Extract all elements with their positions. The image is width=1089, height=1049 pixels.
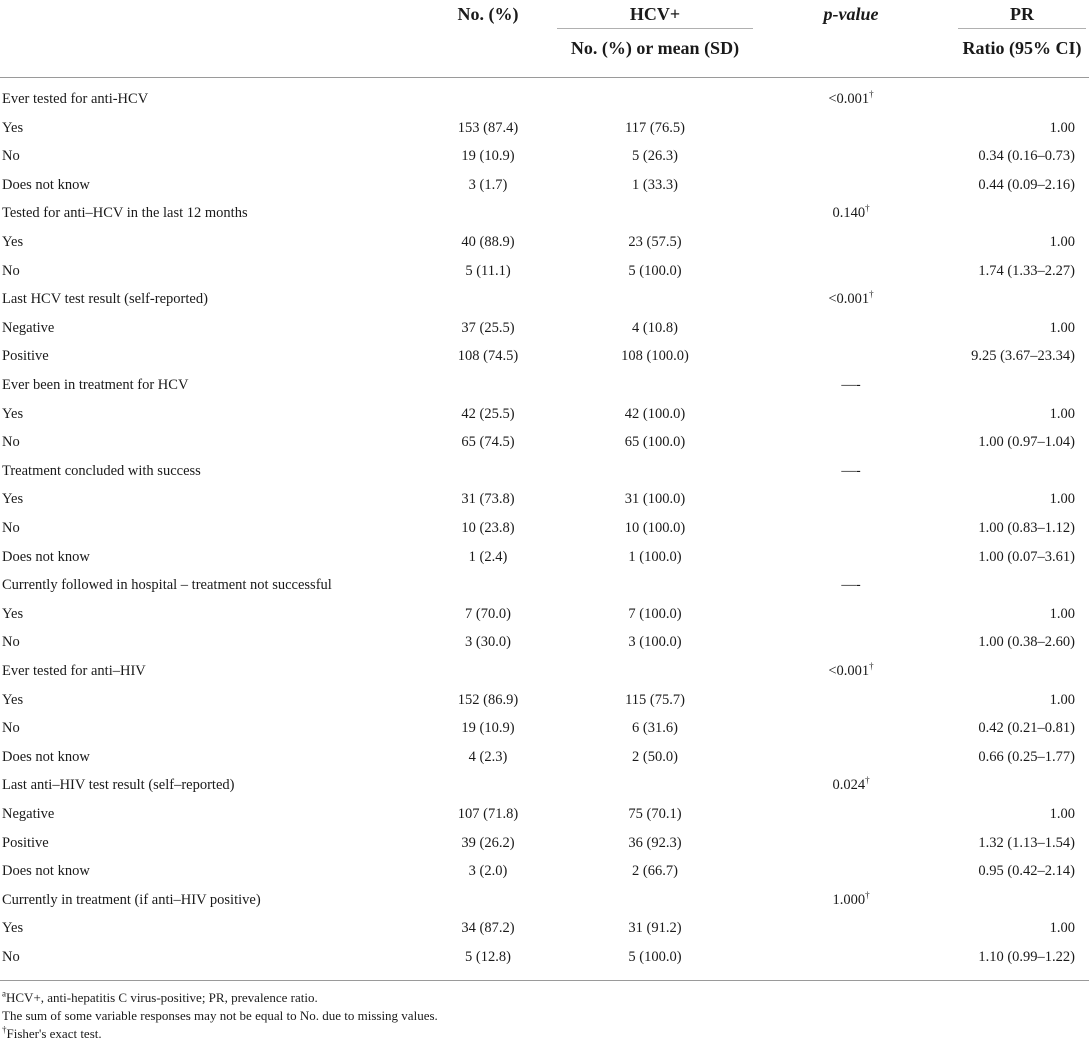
row-no-pct: 1 (2.4)	[468, 548, 508, 565]
row-prevalence-ratio: 1.00	[1049, 920, 1075, 937]
row-label: Yes	[2, 605, 24, 622]
fisher-test-marker: †	[865, 889, 870, 900]
row-no-pct: 37 (25.5)	[461, 319, 515, 336]
row-hcv-value: 5 (100.0)	[628, 262, 682, 279]
row-prevalence-ratio: 0.42 (0.21–0.81)	[978, 720, 1075, 737]
row-no-pct: 107 (71.8)	[457, 806, 519, 822]
table-row	[0, 804, 1089, 832]
table-row	[0, 318, 1089, 346]
table-row	[0, 947, 1089, 975]
row-label: Yes	[2, 119, 24, 136]
row-hcv-value: 4 (10.8)	[632, 319, 678, 336]
row-prevalence-ratio: 1.00	[1049, 806, 1075, 822]
row-no-pct: 5 (11.1)	[465, 262, 511, 279]
row-prevalence-ratio: 1.10 (0.99–1.22)	[978, 949, 1075, 965]
footnote-marker: a	[2, 988, 6, 999]
row-label: Ever tested for anti-HCV	[2, 91, 149, 107]
row-hcv-value: 5 (26.3)	[632, 148, 678, 165]
row-no-pct: 39 (26.2)	[461, 834, 515, 851]
footnote	[2, 990, 318, 1006]
row-prevalence-ratio: 1.00	[1049, 405, 1075, 422]
row-label: No	[2, 949, 20, 965]
row-label: No	[2, 520, 20, 536]
row-p-value: 1.000†	[832, 889, 870, 908]
footnote-text: HCV+, anti-hepatitis C virus-positive; PR, prevalence ratio.	[6, 990, 318, 1005]
row-label: Positive	[2, 348, 49, 365]
table-row	[0, 289, 1089, 317]
table-row	[0, 575, 1089, 603]
row-no-pct: 3 (1.7)	[468, 176, 508, 193]
row-prevalence-ratio: 0.66 (0.25–1.77)	[978, 748, 1075, 765]
header-pr-subtitle: Ratio (95% CI)	[962, 38, 1082, 58]
header-no-pct: No. (%)	[457, 4, 519, 24]
row-hcv-value: 2 (66.7)	[632, 863, 678, 880]
row-label: No	[2, 262, 20, 279]
table-row	[0, 232, 1089, 260]
fisher-test-marker: †	[865, 775, 870, 786]
row-p-value: <0.001†	[828, 661, 874, 679]
row-prevalence-ratio: 1.00	[1049, 605, 1075, 622]
row-label: Ever tested for anti–HIV	[2, 663, 146, 679]
row-prevalence-ratio: 1.00 (0.83–1.12)	[978, 520, 1075, 536]
row-hcv-value: 42 (100.0)	[624, 405, 686, 422]
table-row	[0, 833, 1089, 861]
row-no-pct: 40 (88.9)	[461, 234, 515, 250]
row-no-pct: 3 (30.0)	[465, 634, 511, 651]
row-label: No	[2, 434, 20, 451]
table-row	[0, 89, 1089, 117]
row-label: Currently followed in hospital – treatment not successful	[2, 577, 332, 594]
footnote-marker: †	[2, 1024, 7, 1035]
footnote-text: Fisher's exact test.	[6, 1026, 102, 1041]
row-label: Currently in treatment (if anti–HIV positive)	[2, 891, 261, 908]
row-hcv-value: 5 (100.0)	[628, 949, 682, 965]
row-label: Positive	[2, 834, 49, 851]
row-no-pct: 42 (25.5)	[461, 405, 515, 422]
header-hcv-positive: HCV+	[629, 4, 681, 24]
table-row	[0, 632, 1089, 660]
row-prevalence-ratio: 1.00	[1049, 319, 1075, 336]
row-prevalence-ratio: 1.00 (0.07–3.61)	[978, 548, 1075, 565]
row-label: Yes	[2, 491, 24, 508]
row-p-value: 0.140†	[832, 203, 870, 222]
row-label: Last HCV test result (self-reported)	[2, 291, 208, 308]
table-row	[0, 518, 1089, 546]
table-row	[0, 861, 1089, 889]
row-hcv-value: 2 (50.0)	[632, 748, 678, 765]
row-prevalence-ratio: 1.32 (1.13–1.54)	[978, 834, 1075, 851]
row-no-pct: 5 (12.8)	[465, 949, 511, 965]
fisher-test-marker: †	[869, 661, 874, 672]
row-label: No	[2, 720, 20, 737]
row-no-pct: 65 (74.5)	[461, 434, 515, 451]
row-hcv-value: 75 (70.1)	[628, 806, 682, 822]
row-hcv-value: 7 (100.0)	[628, 605, 682, 622]
row-hcv-value: 1 (100.0)	[628, 548, 682, 565]
table-row	[0, 775, 1089, 803]
table-row	[0, 404, 1089, 432]
row-p-value: <0.001†	[828, 89, 874, 107]
row-prevalence-ratio: 9.25 (3.67–23.34)	[971, 348, 1075, 365]
table-row	[0, 661, 1089, 689]
row-prevalence-ratio: 1.00 (0.97–1.04)	[978, 434, 1075, 451]
row-no-pct: 10 (23.8)	[461, 520, 515, 536]
table-row	[0, 890, 1089, 918]
table-row	[0, 146, 1089, 174]
table-row	[0, 175, 1089, 203]
row-no-pct: 7 (70.0)	[465, 605, 511, 622]
table-row	[0, 489, 1089, 517]
row-label: Tested for anti–HCV in the last 12 months	[2, 205, 248, 222]
table-row	[0, 118, 1089, 146]
row-prevalence-ratio: 1.00	[1049, 119, 1075, 136]
row-prevalence-ratio: 0.34 (0.16–0.73)	[978, 148, 1075, 165]
row-label: Does not know	[2, 748, 90, 765]
row-hcv-value: 23 (57.5)	[628, 234, 682, 250]
table-row	[0, 432, 1089, 460]
row-label: Does not know	[2, 176, 90, 193]
row-hcv-value: 1 (33.3)	[632, 176, 678, 193]
row-prevalence-ratio: 0.95 (0.42–2.14)	[978, 863, 1075, 880]
row-label: No	[2, 148, 20, 165]
row-hcv-value: 31 (91.2)	[628, 920, 682, 937]
row-label: Negative	[2, 319, 55, 336]
row-no-pct: 34 (87.2)	[461, 920, 515, 937]
footnote	[2, 1008, 438, 1024]
row-p-value: 0.024†	[832, 775, 870, 794]
row-p-value: —-	[841, 577, 861, 594]
header-bottom-rule	[0, 77, 1089, 78]
row-hcv-value: 108 (100.0)	[621, 348, 689, 365]
fisher-test-marker: †	[865, 203, 870, 214]
table-row	[0, 690, 1089, 718]
row-prevalence-ratio: 1.00	[1049, 491, 1075, 508]
row-label: Last anti–HIV test result (self–reported)	[2, 777, 235, 794]
row-prevalence-ratio: 1.74 (1.33–2.27)	[978, 262, 1075, 279]
table-row	[0, 346, 1089, 374]
header-divider-hcv	[557, 28, 753, 29]
row-hcv-value: 115 (75.7)	[625, 691, 685, 708]
row-no-pct: 3 (2.0)	[468, 863, 508, 880]
row-hcv-value: 3 (100.0)	[628, 634, 682, 651]
fisher-test-marker: †	[869, 289, 874, 300]
row-label: Does not know	[2, 863, 90, 880]
row-label: Does not know	[2, 548, 90, 565]
row-label: Yes	[2, 234, 24, 250]
row-hcv-value: 117 (76.5)	[625, 119, 685, 136]
row-label: Negative	[2, 806, 55, 822]
row-label: Yes	[2, 405, 24, 422]
header-p-value: p-value	[823, 4, 879, 24]
header-hcv-subtitle: No. (%) or mean (SD)	[570, 38, 740, 58]
fisher-test-marker: †	[869, 89, 874, 100]
row-no-pct: 31 (73.8)	[461, 491, 515, 508]
table-row	[0, 375, 1089, 403]
header-pr: PR	[1010, 4, 1034, 24]
table-row	[0, 203, 1089, 231]
row-label: No	[2, 634, 20, 651]
header-divider-pr	[958, 28, 1086, 29]
row-hcv-value: 65 (100.0)	[624, 434, 686, 451]
row-hcv-value: 10 (100.0)	[624, 520, 686, 536]
table-bottom-rule	[0, 980, 1089, 981]
row-no-pct: 108 (74.5)	[457, 348, 519, 365]
table-row	[0, 547, 1089, 575]
row-prevalence-ratio: 1.00	[1049, 234, 1075, 250]
row-prevalence-ratio: 1.00 (0.38–2.60)	[978, 634, 1075, 651]
row-p-value: <0.001†	[828, 289, 874, 308]
table-row	[0, 918, 1089, 946]
row-prevalence-ratio: 0.44 (0.09–2.16)	[978, 176, 1075, 193]
row-no-pct: 153 (87.4)	[457, 119, 519, 136]
row-p-value: —-	[841, 377, 861, 393]
row-hcv-value: 6 (31.6)	[632, 720, 678, 737]
table-row	[0, 718, 1089, 746]
row-hcv-value: 36 (92.3)	[628, 834, 682, 851]
row-no-pct: 19 (10.9)	[461, 720, 515, 737]
row-hcv-value: 31 (100.0)	[624, 491, 686, 508]
table-row	[0, 747, 1089, 775]
table-row	[0, 604, 1089, 632]
table-row	[0, 461, 1089, 489]
row-no-pct: 4 (2.3)	[468, 748, 508, 765]
footnote-text: The sum of some variable responses may not be equal to No. due to missing values.	[2, 1008, 438, 1023]
table-row	[0, 261, 1089, 289]
row-label: Yes	[2, 691, 24, 708]
row-no-pct: 19 (10.9)	[461, 148, 515, 165]
row-label: Treatment concluded with success	[2, 462, 201, 479]
row-label: Ever been in treatment for HCV	[2, 377, 189, 393]
row-no-pct: 152 (86.9)	[457, 691, 519, 708]
row-p-value: —-	[841, 462, 861, 479]
footnote	[2, 1026, 102, 1042]
row-prevalence-ratio: 1.00	[1049, 691, 1075, 708]
row-label: Yes	[2, 920, 24, 937]
